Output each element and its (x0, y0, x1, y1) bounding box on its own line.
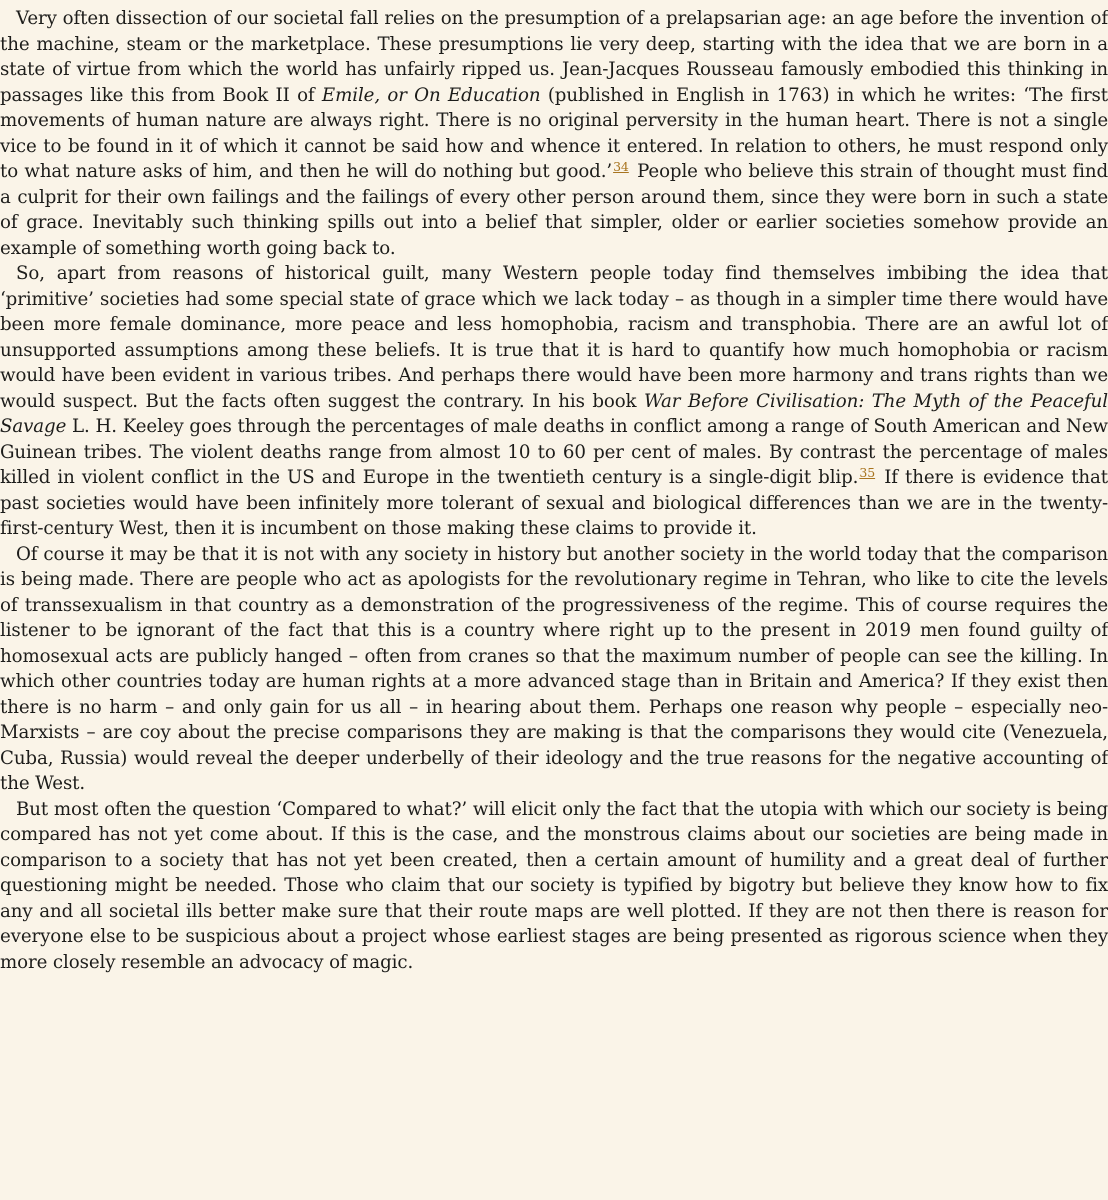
paragraph-text: If there is evidence that past societies would have been infinitely more tolerant of sexual and biological differences than we are in the twenty-first-century West, then it is incumbent on those making these claims to provide it. (0, 467, 1108, 539)
book-title: War Before Civilisation: The Myth of the Peaceful Savage (0, 390, 1108, 437)
paragraph-text: So, apart from reasons of historical guilt, many Western people today find themselves imbibing the idea that ‘primitive’ societies had some special state of grace which we lack today – as though in a simpler time there would have been more female dominance, more peace and less homophobia, racism and transphobia. There are an awful lot of unsupported assumptions among these beliefs. It is true that it is hard to quantify how much homophobia or racism would have been evident in various tribes. And perhaps there would have been more harmony and trans rights than we would suspect. But the facts often suggest the contrary. In his book (0, 263, 1108, 412)
paragraph-text: People who believe this strain of thought must find a culprit for their own failings and the failings of every other person around them, since they were born in such a state of grace. Inevitably such thinking spills out into a belief that simpler, older or earlier societies somehow provide an example of something worth going back to. (0, 161, 1108, 259)
paragraph-text: But most often the question ‘Compared to what?’ will elicit only the fact that the utopia with which our society is being compared has not yet come about. If this is the case, and the monstrous claims about our societies are being made in comparison to a society that has not yet been created, then a certain amount of humility and a great deal of further questioning might be needed. Those who claim that our society is typified by bigotry but believe they know how to fix any and all societal ills better make sure that their route maps are well plotted. If they are not then there is reason for everyone else to be suspicious about a project whose earliest stages are being presented as rigorous science when they more closely resemble an advocacy of magic. (0, 798, 1108, 973)
paragraph-3 (0, 542, 1108, 797)
paragraph-1 (0, 6, 1108, 261)
paragraph-text: L. H. Keeley goes through the percentages of male deaths in conflict among a range of South American and New Guinean tribes. The violent deaths range from almost 10 to 60 per cent of males. By contrast the percentage of males killed in violent conflict in the US and Europe in the twentieth century is a single-digit blip. (0, 416, 1108, 488)
paragraph-4 (0, 797, 1108, 976)
paragraph-2 (0, 261, 1108, 542)
footnote-link-34[interactable]: 34 (613, 159, 629, 174)
book-title: Emile, or On Education (321, 84, 541, 106)
paragraph-text: Very often dissection of our societal fall relies on the presumption of a prelapsarian age: an age before the invention of the machine, steam or the marketplace. These presumptions lie very deep, starting with the idea that we are born in a state of virtue from which the world has unfairly ripped us. Jean-Jacques Rousseau famously embodied this thinking in passages like this from Book II of (0, 8, 1108, 106)
paragraph-text: Of course it may be that it is not with any society in history but another society in the world today that the comparison is being made. There are people who act as apologists for the revolutionary regime in Tehran, who like to cite the levels of transsexualism in that country as a demonstration of the progressiveness of the regime. This of course requires the listener to be ignorant of the fact that this is a country where right up to the present in 2019 men found guilty of homosexual acts are publicly hanged – often from cranes so that the maximum number of people can see the killing. In which other countries today are human rights at a more advanced stage than in Britain and America? If they exist then there is no harm – and only gain for us all – in hearing about them. Perhaps one reason why people – especially neo-Marxists – are coy about the precise comparisons they are making is that the comparisons they would cite (Venezuela, Cuba, Russia) would reveal the deeper underbelly of their ideology and the true reasons for the negative accounting of the West. (0, 543, 1108, 794)
footnote-link-35[interactable]: 35 (859, 465, 876, 480)
paragraph-text: (published in English in 1763) in which he writes: ‘The first movements of human nature are always right. There is no original perversity in the human heart. There is not a single vice to be found in it of which it cannot be said how and whence it entered. In relation to others, he must respond only to what nature asks of him, and then he will do nothing but good.’ (0, 84, 1108, 182)
